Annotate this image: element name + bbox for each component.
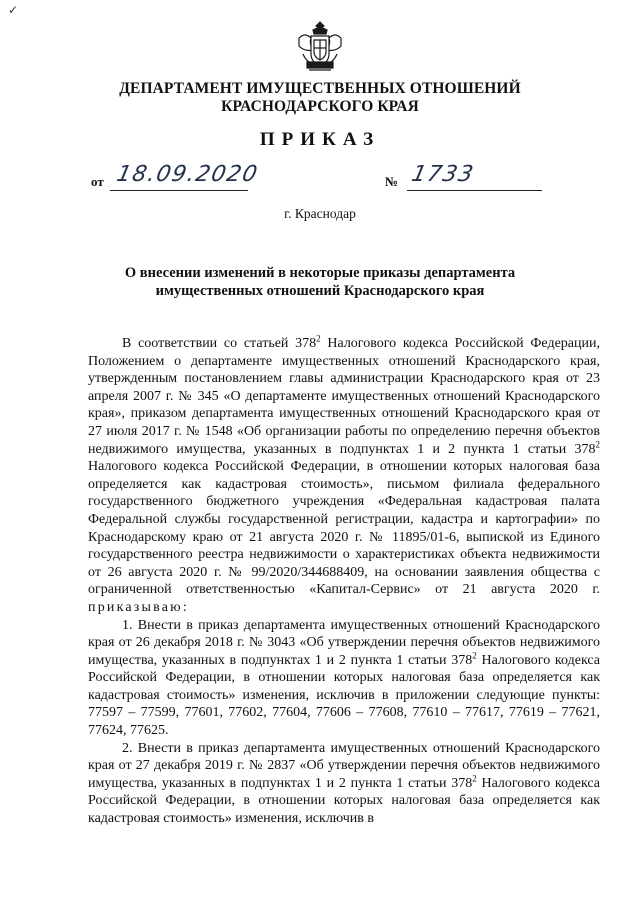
corner-check-mark: ✓	[8, 3, 19, 17]
subject-line2: имущественных отношений Краснодарского края	[155, 283, 485, 299]
order-title: ПРИКАЗ	[259, 129, 381, 150]
department-title	[0, 80, 640, 116]
order-body	[88, 335, 600, 828]
preamble-paragraph: В соответствии со статьей $378^2$ Налогового кодекса Российской Федерации, Положением о департаменте имущественных отношений Краснодарского края, утвержденным постановлением главы администрации Краснодарского края от 23 апреля 2007 г. № 345 «О департаменте имущественных отношений Краснодарского края», приказом департамента имущественных отношений Краснодарского края от 27 июля 2017 г. № 1548 «Об организации работы по определению перечня объектов недвижимого имущества, указанных в подпунктах 1 и 2 пункта 1 статьи $378^2$ Налогового кодекса Российской Федерации, в отношении которых налоговая база определяется как кадастровая стоимость», письмом филиала федерального государственного бюджетного учреждения «Федеральная кадастровая палата Федеральной службы государственной регистрации, кадастра и картографии» по Краснодарскому краю от 21 августа 2020 г. № 11895/01-6, выпиской из Единого государственного реестра недвижимости о характеристиках объекта недвижимости от 26 августа 2020 г. № 99/2020/344688409, на основании заявления общества с ограниченной ответственностью «Капитал-Сервис» от 21 августа 2020 г. приказываю:	[88, 333, 600, 615]
number-label: №	[385, 174, 399, 189]
date-label: от	[91, 174, 104, 189]
handwritten-number: 1733	[409, 162, 477, 187]
clause-2: 2. Внести в приказ департамента имущественных отношений Краснодарского края от 27 декабря 2019 г. № 2837 «Об утверждении перечня объектов недвижимого имущества, указанных в подпунктах 1 и 2 пункта 1 статьи $378^2$ Налогового кодекса Российской Федерации, в отношении которых налоговая база определяется как кадастровая стоимость» изменения, исключив в	[88, 740, 600, 827]
department-title-line1: ДЕПАРТАМЕНТ ИМУЩЕСТВЕННЫХ ОТНОШЕНИЙ	[119, 80, 521, 97]
order-subject	[0, 264, 640, 300]
order-keyword: приказываю:	[88, 599, 189, 615]
number-underline	[407, 190, 542, 191]
handwritten-date: 18.09.2020	[114, 162, 261, 187]
date-underline	[110, 190, 248, 191]
clause-1: 1. Внести в приказ департамента имущественных отношений Краснодарского края от 26 декабря 2018 г. № 3043 «Об утверждении перечня объектов недвижимого имущества, указанных в подпунктах 1 и 2 пункта 1 статьи $378^2$ Налогового кодекса Российской Федерации, в отношении которых налоговая база определяется как кадастровая стоимость» изменения, исключив в приложении следующие пункты: 77597 – 77599, 77601, 77602, 77604, 77606 – 77608, 77610 – 77617, 77619 – 77621, 77624, 77625.	[88, 617, 600, 739]
coat-of-arms-icon	[295, 20, 345, 72]
subject-line1: О внесении изменений в некоторые приказы департамента	[124, 265, 516, 281]
city: г. Краснодар	[284, 206, 356, 221]
department-title-line2: КРАСНОДАРСКОГО КРАЯ	[221, 98, 419, 115]
